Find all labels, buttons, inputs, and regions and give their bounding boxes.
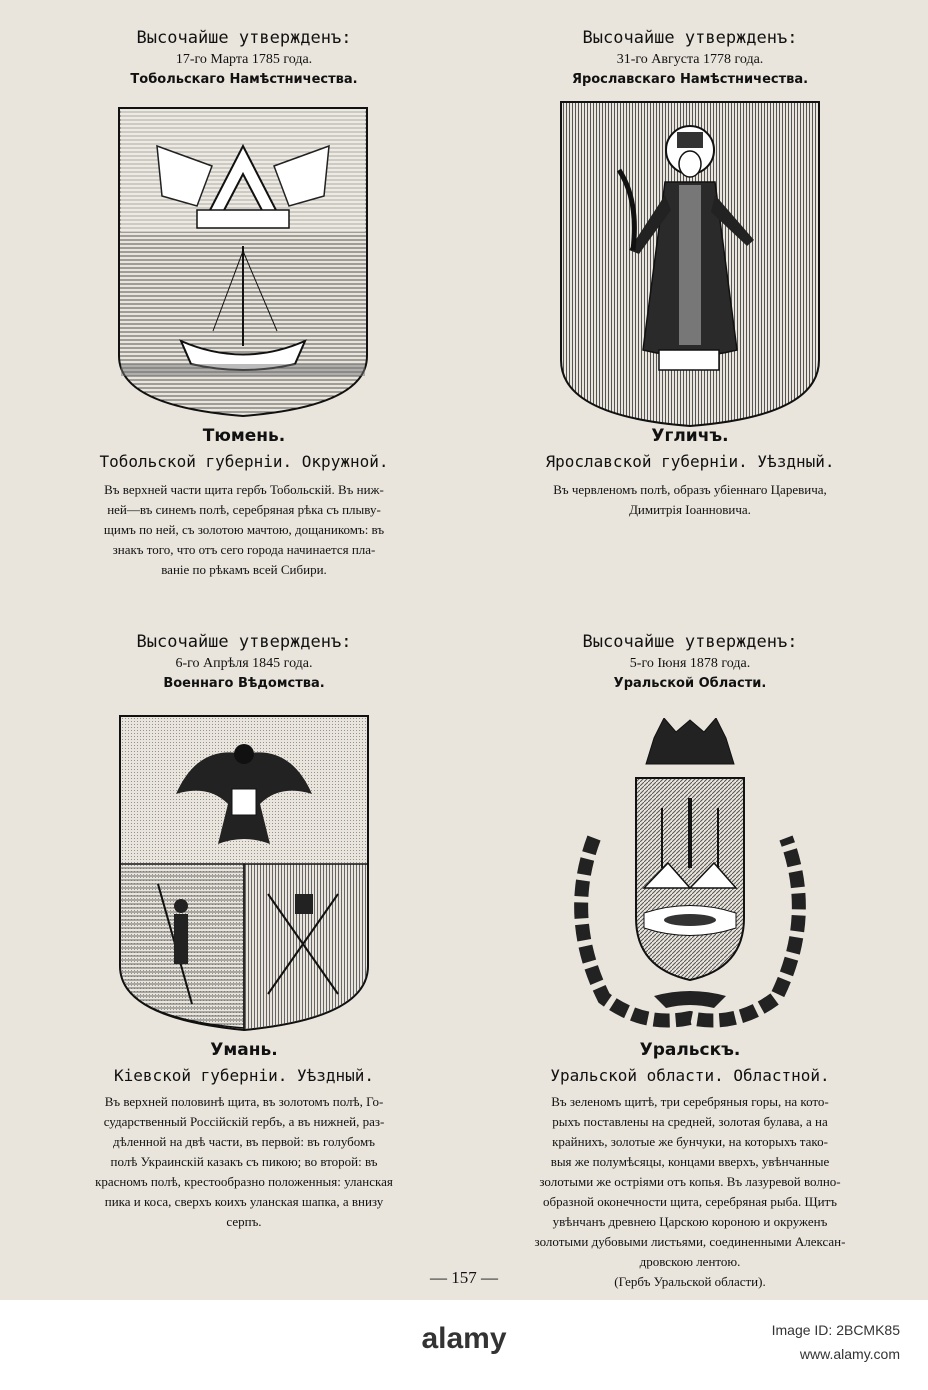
description-line: красномъ полѣ, крестообразно положенныя: уланская [95,1174,393,1189]
uralsk-coat-of-arms-icon [564,718,816,1036]
city-name: Тюмень. [202,426,286,446]
entry-authority: Ярославскаго Намѣстничества. [571,72,809,87]
watermark-id: Image ID: 2BCMK85 [771,1322,900,1338]
description-line: ваніе по рѣкамъ всей Сибири. [161,562,327,577]
entry-description [492,1092,888,1292]
description-line: дровскою лентою. [639,1254,741,1269]
province-line: Кіевской губерніи. Уѣздный. [113,1066,375,1085]
page-number: — 157 — [430,1268,498,1287]
tyumen-coat-of-arms-icon [117,106,369,418]
description-line: щимъ по ней, съ золотою мачтою, дощаникомъ: въ [103,522,385,537]
entry-authority: Уральской Области. [613,676,767,691]
entry-description [50,480,438,580]
description-line: Въ верхней половинѣ щита, въ золотомъ полѣ, Го- [104,1094,384,1109]
description-line: Въ зеленомъ щитѣ, три серебряныя горы, на кото- [551,1094,829,1109]
entry-date: 5-го Іюня 1878 года. [629,656,751,671]
description-line: Въ верхней части щита гербъ Тобольскій. Въ ниж- [104,482,384,497]
entry-uglich [490,28,890,588]
description-line: пика и коса, сверхъ коихъ уланская шапка, а внизу [104,1194,384,1209]
description-line: золотыми дубовыми листьями, соединенными Алексан- [534,1234,846,1249]
description-line: увѣнчанъ древнею Царскою короною и окруженъ [552,1214,828,1229]
entry-uman [44,632,444,1252]
entry-heading: Высочайше утвержденъ: [136,28,352,48]
province-line: Тобольской губерніи. Окружной. [99,452,389,471]
description-line: крайнихъ, золотые же бунчуки, на которыхъ тако- [552,1134,828,1149]
city-name: Уральскъ. [639,1040,741,1060]
entry-description [494,480,886,520]
province-line: Уральской области. Областной. [550,1066,830,1085]
entry-date: 17-го Марта 1785 года. [175,52,313,67]
description-line: образной оконечности щита, серебряная рыба. Щитъ [543,1194,837,1209]
description-line: выя же полумѣсяцы, концами вверхъ, увѣнчанные [550,1154,830,1169]
city-name: Угличъ. [651,426,729,446]
description-line: рыхъ поставлены на средней, золотая булава, а на [552,1114,828,1129]
watermark-site: www.alamy.com [799,1346,900,1362]
entry-date: 6-го Апрѣля 1845 года. [175,656,313,671]
city-name: Умань. [210,1040,278,1060]
entry-authority: Военнаго Вѣдомства. [163,676,325,691]
entry-heading: Высочайше утвержденъ: [136,632,352,652]
description-line: сударственный Россійскій гербъ, а въ нижней, раз- [103,1114,385,1129]
description-line: ней—въ синемъ полѣ, серебряная рѣка съ плыву- [107,502,381,517]
watermark-brand: alamy [421,1322,507,1355]
entry-heading: Высочайше утвержденъ: [582,632,798,652]
description-line: серпъ. [226,1214,262,1229]
entry-date: 31-го Августа 1778 года. [616,52,764,67]
entry-tyumen [44,28,444,588]
description-line: золотыми же остріями отъ копья. Въ лазуревой волно- [539,1174,841,1189]
description-line: знакъ того, что отъ сего города начинается пла- [112,542,376,557]
uglich-coat-of-arms-icon [559,100,821,428]
description-line: Димитрія Іоанновича. [629,502,751,517]
stock-watermark-strip [0,1300,928,1390]
uman-coat-of-arms-icon [118,714,370,1032]
entry-uralsk [490,632,890,1289]
entry-authority: Тобольскаго Намѣстничества. [130,72,358,87]
entry-description [48,1092,440,1232]
description-line: дѣленной на двѣ части, въ первой: въ голубомъ [113,1134,375,1149]
description-line: Въ червленомъ полѣ, образъ убіеннаго Царевича, [553,482,827,497]
description-line: (Гербъ Уральской области). [614,1274,766,1289]
description-line: полѣ Украинскій казакъ съ пикою; во второй: въ [110,1154,378,1169]
entry-heading: Высочайше утвержденъ: [582,28,798,48]
province-line: Ярославской губерніи. Уѣздный. [545,452,835,471]
